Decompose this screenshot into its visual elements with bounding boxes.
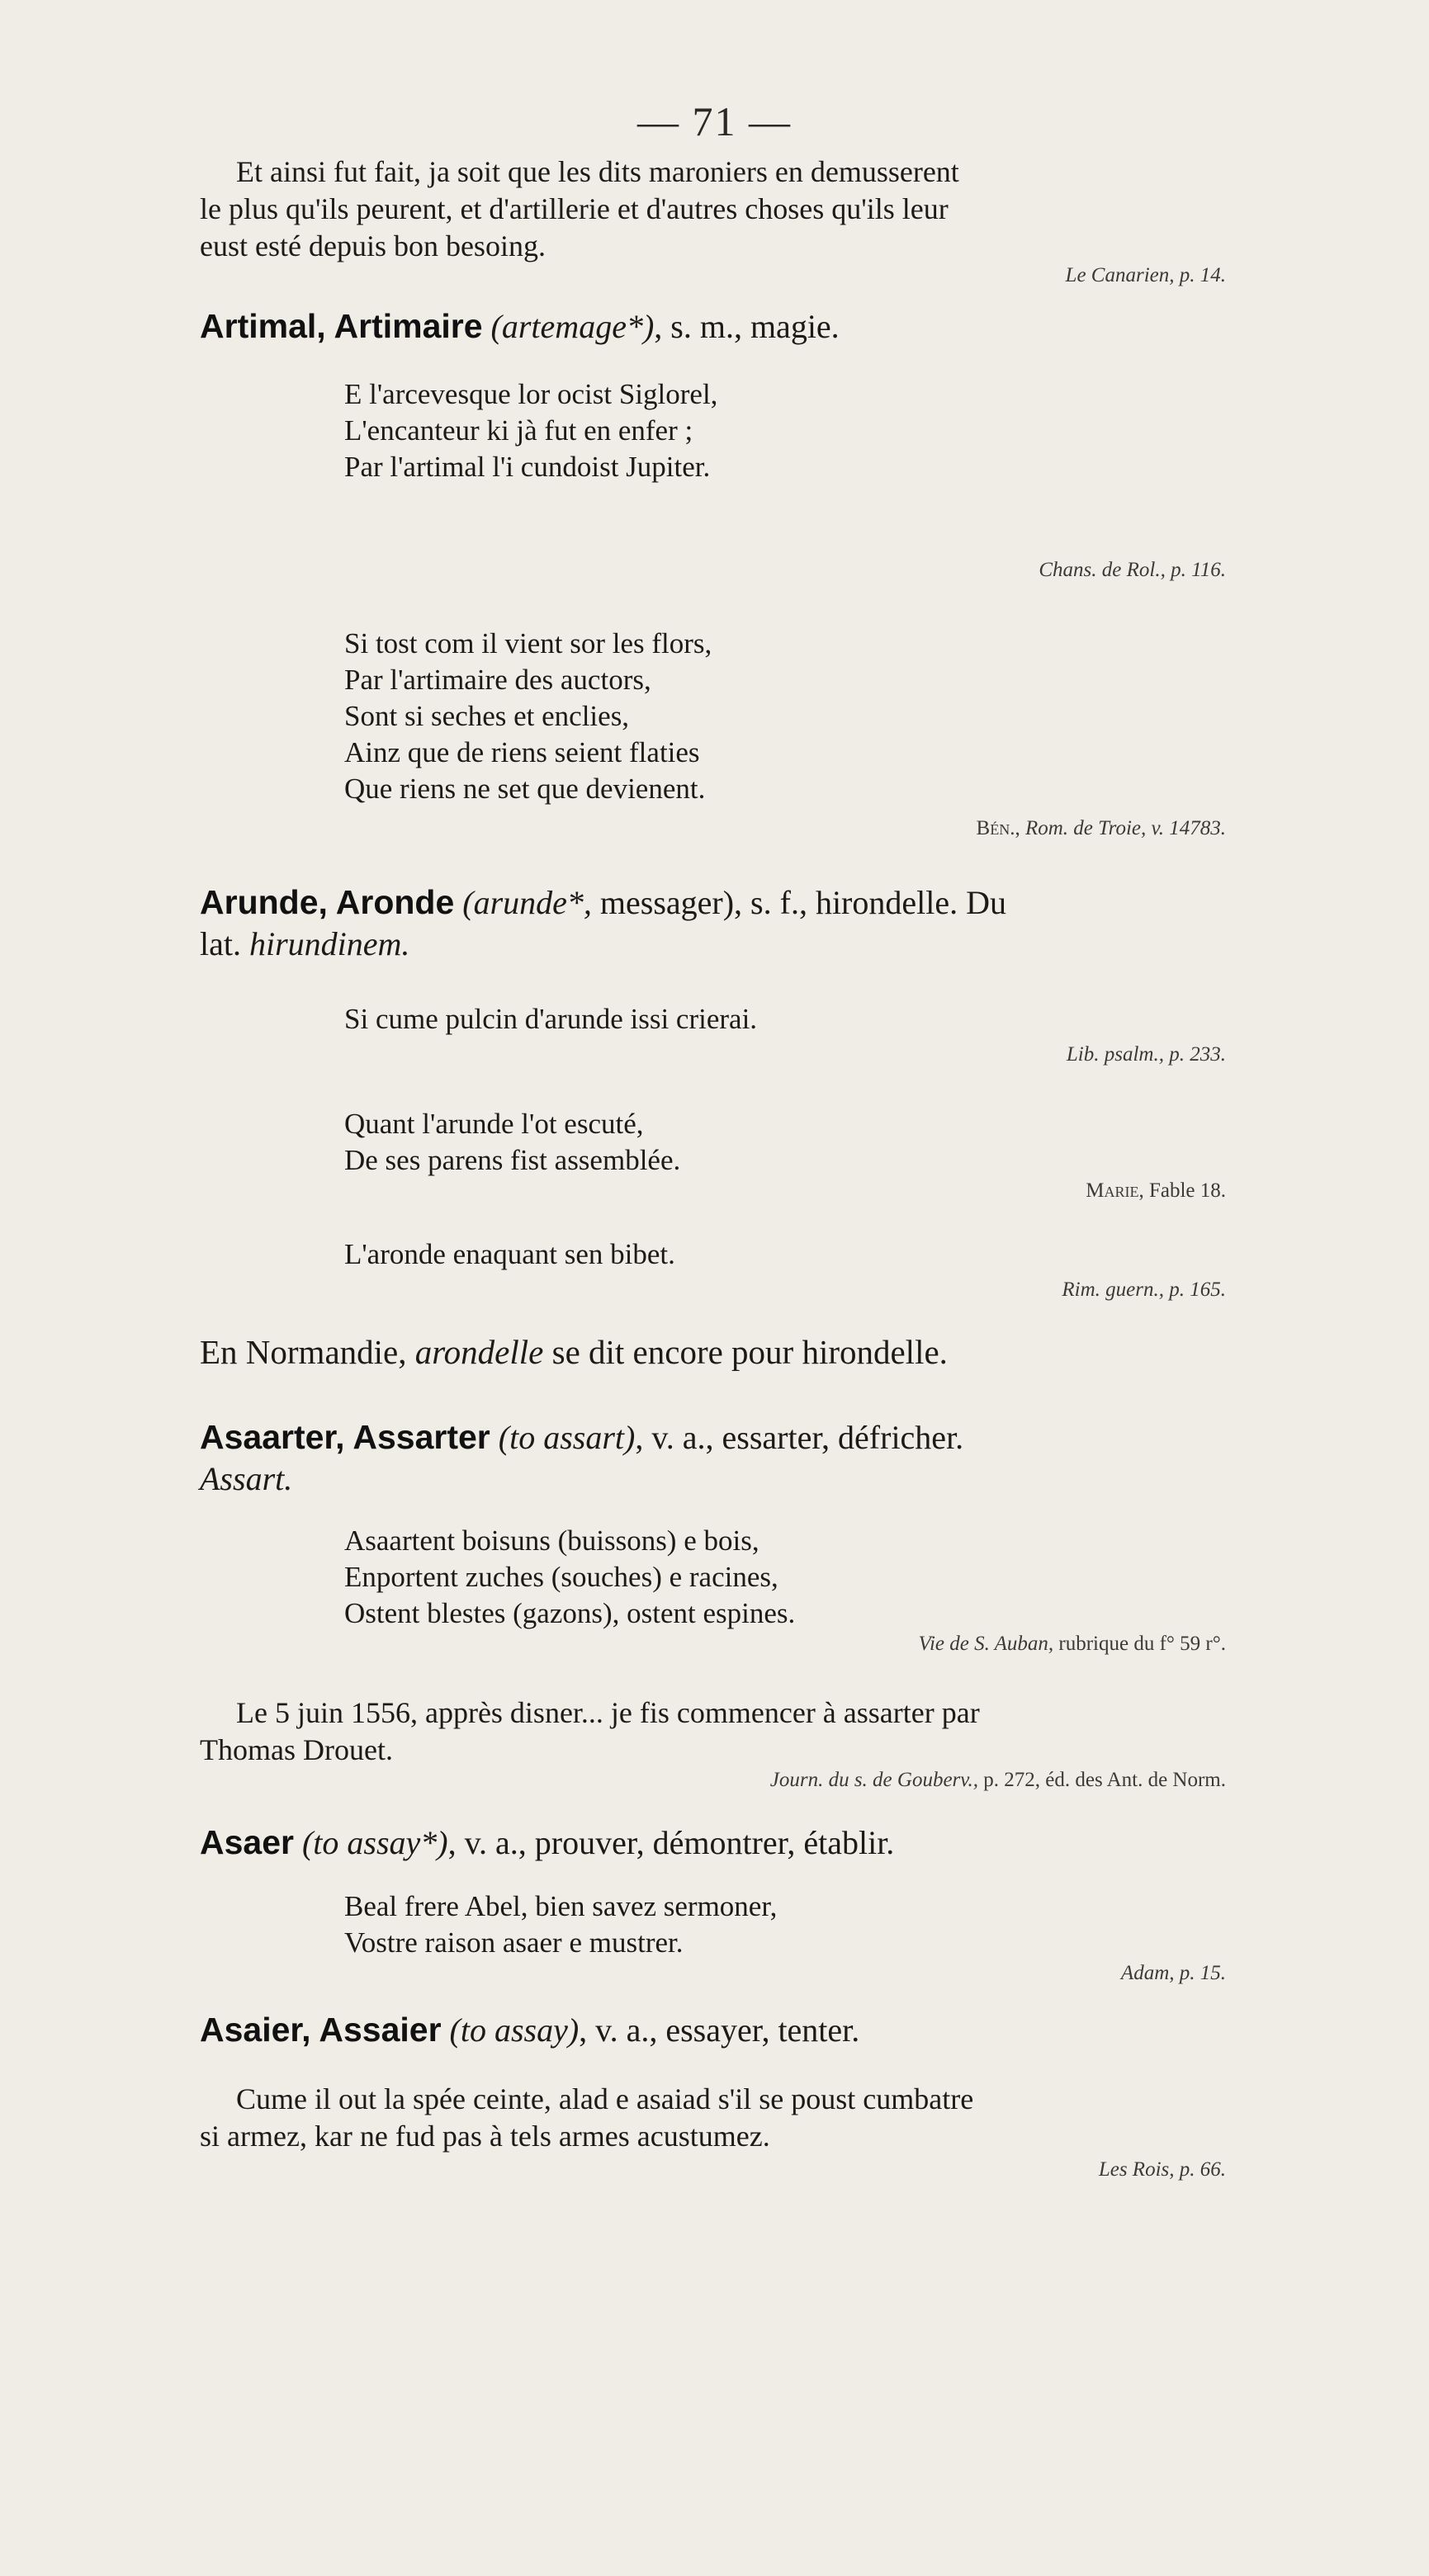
verse-quote [344,1001,757,1037]
verse-line: Ostent blestes (gazons), ostent espines. [344,1597,796,1629]
headword: Arunde, Aronde [200,883,455,921]
verse-line: Ainz que de riens seient flaties [344,736,700,768]
verse-line: Par l'artimaire des auctors, [344,664,651,696]
text-line: si armez, kar ne fud pas à tels armes acustumez. [200,2120,770,2153]
dictionary-entry [200,882,1231,965]
dictionary-entry [200,305,1231,347]
grammar-definition: , v. a., essayer, tenter. [579,2011,860,2049]
text-line: Thomas Drouet. [200,1733,393,1766]
verse-line: L'encanteur ki jà fut en enfer ; [344,414,693,447]
verse-line: Que riens ne set que devienent. [344,773,706,805]
verse-line: De ses parens fist assemblée. [344,1144,681,1176]
verse-line: Par l'artimal l'i cundoist Jupiter. [344,451,711,483]
prose-quote [200,154,1231,265]
note-text: En Normandie, [200,1333,415,1371]
source-work: Journ. du s. de Gouberv., [769,1769,979,1791]
prose-quote [200,1694,1231,1769]
dictionary-entry [200,1822,1231,1864]
verse-quote [344,626,712,807]
note-text: se dit encore pour hirondelle. [543,1333,948,1371]
citation-source: Chans. de Rol., p. 116. [1039,559,1226,581]
citation-source: Rim. guern., p. 165. [1062,1279,1226,1301]
note-italic-word: arondelle [414,1333,544,1371]
verse-line: Quant l'arunde l'ot escuté, [344,1108,644,1140]
source-author: Marie, [1086,1179,1144,1202]
citation-source [919,1633,1226,1656]
verse-line: E l'arcevesque lor ocist Siglorel, [344,378,718,410]
verse-quote [344,1106,680,1179]
verse-line: Enportent zuches (souches) e racines, [344,1561,778,1593]
verse-line: Si tost com il vient sor les flors, [344,627,712,659]
text-line: Le 5 juin 1556, apprès disner... je fis commencer à assarter par [236,1696,980,1729]
source-work: Fable 18. [1148,1179,1226,1202]
verse-line: L'aronde enaquant sen bibet. [344,1238,675,1270]
text-line: eust esté depuis bon besoing. [200,229,546,262]
citation-source: Le Canarien, p. 14. [1065,264,1226,286]
citation-source: Les Rois, p. 66. [1098,2158,1226,2181]
etymology: (arunde*, [462,884,592,921]
cross-reference: Assart. [200,1460,293,1497]
page-number: — 71 — [637,98,792,144]
verse-line: Vostre raison asaer e mustrer. [344,1926,684,1959]
verse-line: Asaartent boisuns (buissons) e bois, [344,1524,759,1557]
citation-source: Lib. psalm., p. 233. [1066,1043,1226,1066]
etymology: (artemage*) [490,308,655,345]
dictionary-entry [200,1416,1231,1500]
citation-source [977,817,1226,840]
source-location: rubrique du f° 59 r°. [1058,1633,1226,1655]
verse-quote [344,1236,675,1273]
citation-source: Adam, p. 15. [1120,1962,1226,1984]
latin-origin: hirundinem. [248,925,410,962]
definition-continuation: lat. [200,925,249,962]
verse-quote [344,1523,795,1632]
grammar-definition: , v. a., prouver, démontrer, établir. [447,1824,895,1861]
headword: Asaarter, Assarter [200,1418,490,1456]
source-author: Bén., [976,817,1020,839]
text-line: le plus qu'ils peurent, et d'artillerie et d'autres choses qu'ils leur [200,192,949,225]
headword: Asaier, Assaier [200,2011,442,2049]
verse-line: Beal frere Abel, bien savez sermoner, [344,1890,778,1922]
citation-source [1086,1179,1226,1203]
etymology: (to assay) [449,2011,580,2049]
source-work: Rom. de Troie, v. 14783. [1024,817,1226,839]
etymology: (to assart) [498,1419,636,1456]
headword: Artimal, Artimaire [200,307,483,345]
verse-quote [344,1888,777,1961]
grammar-definition: , s. m., magie. [654,308,840,345]
source-location: p. 272, éd. des Ant. de Norm. [983,1769,1226,1791]
citation-source [770,1769,1226,1792]
usage-note [200,1331,1231,1373]
verse-quote [344,376,717,485]
grammar-definition: , v. a., essarter, défricher. [635,1419,964,1456]
grammar-definition: messager), s. f., hirondelle. Du [591,884,1006,921]
verse-line: Sont si seches et enclies, [344,700,630,732]
dictionary-entry [200,2009,1231,2051]
text-line: Et ainsi fut fait, ja soit que les dits maroniers en demusserent [236,155,959,188]
verse-line: Si cume pulcin d'arunde issi crierai. [344,1003,758,1035]
headword: Asaer [200,1823,294,1861]
text-line: Cume il out la spée ceinte, alad e asaiad s'il se poust cumbatre [236,2082,974,2115]
prose-quote [200,2081,1231,2155]
etymology: (to assay*) [301,1824,448,1861]
source-work: Vie de S. Auban, [918,1633,1054,1655]
